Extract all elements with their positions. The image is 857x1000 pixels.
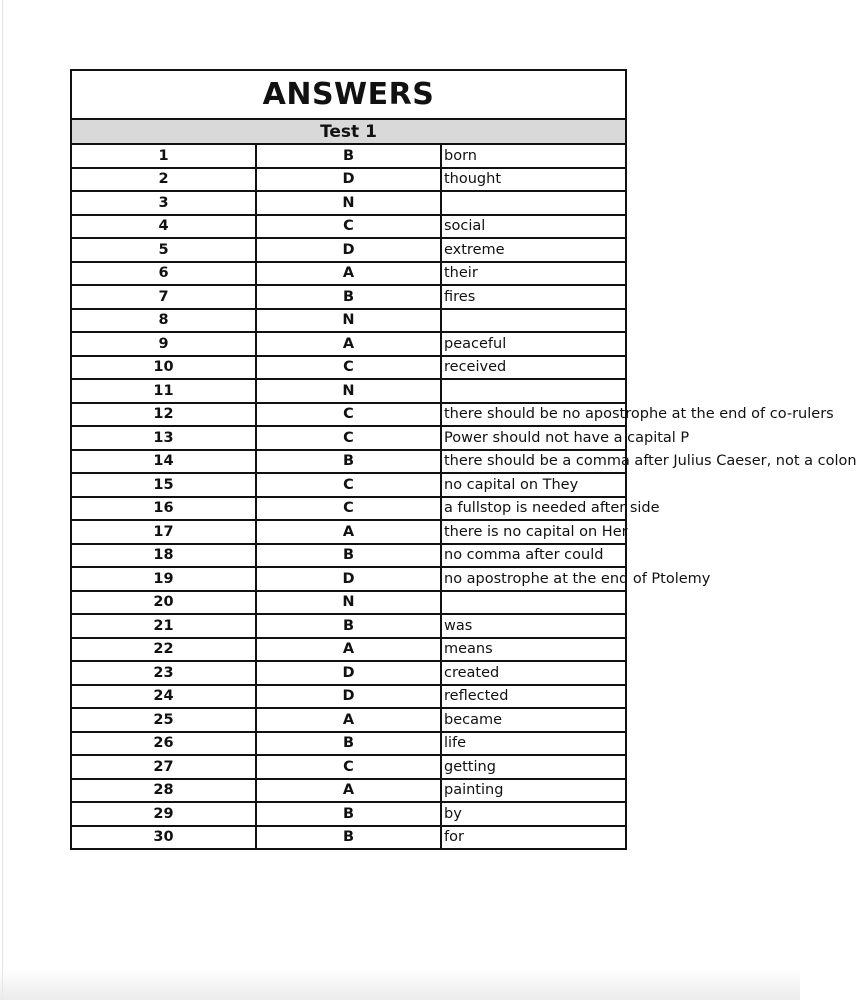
question-number: 18 [71, 544, 256, 568]
question-number: 10 [71, 356, 256, 380]
answer-row [71, 826, 626, 850]
answer-row [71, 638, 626, 662]
answer-row [71, 661, 626, 685]
answer-row [71, 262, 626, 286]
answer-row [71, 779, 626, 803]
question-number: 14 [71, 450, 256, 474]
page-title: ANSWERS [71, 70, 626, 119]
question-number: 12 [71, 403, 256, 427]
answer-letter: C [256, 497, 441, 521]
answer-row [71, 309, 626, 333]
answer-letter: C [256, 426, 441, 450]
question-number: 4 [71, 215, 256, 239]
answer-row [71, 403, 626, 427]
answer-row [71, 732, 626, 756]
question-number: 19 [71, 567, 256, 591]
answer-explanation: there should be no apostrophe at the end of co-rulers [441, 403, 626, 427]
question-number: 20 [71, 591, 256, 615]
answer-letter: A [256, 638, 441, 662]
answer-row [71, 497, 626, 521]
answer-letter: B [256, 614, 441, 638]
answer-letter: C [256, 403, 441, 427]
title-row [71, 70, 626, 119]
answer-explanation [441, 379, 626, 403]
answer-letter: B [256, 826, 441, 850]
answer-row [71, 614, 626, 638]
answer-letter: D [256, 567, 441, 591]
question-number: 3 [71, 191, 256, 215]
answer-letter: D [256, 168, 441, 192]
question-number: 1 [71, 144, 256, 168]
answer-explanation: extreme [441, 238, 626, 262]
question-number: 9 [71, 332, 256, 356]
answer-row [71, 356, 626, 380]
answer-explanation: there is no capital on Her [441, 520, 626, 544]
answer-sheet [70, 69, 857, 850]
answer-row [71, 567, 626, 591]
question-number: 17 [71, 520, 256, 544]
answer-explanation: received [441, 356, 626, 380]
answer-row [71, 755, 626, 779]
answer-explanation: getting [441, 755, 626, 779]
answer-letter: N [256, 191, 441, 215]
question-number: 22 [71, 638, 256, 662]
answer-explanation: means [441, 638, 626, 662]
answer-explanation: life [441, 732, 626, 756]
answer-row [71, 379, 626, 403]
answer-letter: A [256, 332, 441, 356]
answer-letter: A [256, 708, 441, 732]
question-number: 29 [71, 802, 256, 826]
answer-explanation: for [441, 826, 626, 850]
answer-explanation: no capital on They [441, 473, 626, 497]
answer-letter: D [256, 238, 441, 262]
answer-explanation: reflected [441, 685, 626, 709]
answer-letter: A [256, 779, 441, 803]
answer-row [71, 144, 626, 168]
question-number: 13 [71, 426, 256, 450]
answer-letter: N [256, 379, 441, 403]
answer-explanation: social [441, 215, 626, 239]
answer-row [71, 426, 626, 450]
answer-row [71, 332, 626, 356]
answer-explanation: created [441, 661, 626, 685]
answer-explanation: there should be a comma after Julius Caeser, not a colon [441, 450, 626, 474]
answer-explanation: became [441, 708, 626, 732]
question-number: 21 [71, 614, 256, 638]
answer-row [71, 450, 626, 474]
answer-explanation [441, 591, 626, 615]
answer-explanation: was [441, 614, 626, 638]
answer-letter: B [256, 802, 441, 826]
question-number: 7 [71, 285, 256, 309]
answer-letter: C [256, 473, 441, 497]
page-left-edge [2, 0, 3, 1000]
answer-explanation: no comma after could [441, 544, 626, 568]
answer-row [71, 591, 626, 615]
question-number: 30 [71, 826, 256, 850]
answer-explanation: painting [441, 779, 626, 803]
answer-row [71, 168, 626, 192]
question-number: 24 [71, 685, 256, 709]
answers-table [70, 69, 857, 850]
answer-row [71, 191, 626, 215]
answer-explanation: by [441, 802, 626, 826]
question-number: 27 [71, 755, 256, 779]
answer-letter: D [256, 685, 441, 709]
question-number: 6 [71, 262, 256, 286]
answer-letter: B [256, 285, 441, 309]
answer-explanation: their [441, 262, 626, 286]
answer-letter: D [256, 661, 441, 685]
question-number: 5 [71, 238, 256, 262]
answer-letter: A [256, 262, 441, 286]
answer-letter: N [256, 309, 441, 333]
answer-explanation: fires [441, 285, 626, 309]
answer-row [71, 544, 626, 568]
answer-row [71, 685, 626, 709]
answer-row [71, 473, 626, 497]
section-header: Test 1 [71, 119, 626, 144]
question-number: 11 [71, 379, 256, 403]
answer-letter: A [256, 520, 441, 544]
question-number: 28 [71, 779, 256, 803]
answer-row [71, 285, 626, 309]
question-number: 2 [71, 168, 256, 192]
answer-row [71, 238, 626, 262]
answer-explanation: thought [441, 168, 626, 192]
answer-row [71, 708, 626, 732]
question-number: 25 [71, 708, 256, 732]
answer-letter: N [256, 591, 441, 615]
answer-row [71, 520, 626, 544]
page-bottom-shadow [0, 970, 800, 1000]
answer-explanation: peaceful [441, 332, 626, 356]
answer-letter: C [256, 215, 441, 239]
answer-explanation: born [441, 144, 626, 168]
answer-explanation: no apostrophe at the end of Ptolemy [441, 567, 626, 591]
question-number: 15 [71, 473, 256, 497]
answer-row [71, 215, 626, 239]
answer-explanation [441, 191, 626, 215]
answer-letter: B [256, 450, 441, 474]
answer-row [71, 802, 626, 826]
answer-explanation: a fullstop is needed after side [441, 497, 626, 521]
answer-letter: B [256, 144, 441, 168]
answer-letter: B [256, 544, 441, 568]
question-number: 8 [71, 309, 256, 333]
answer-explanation [441, 309, 626, 333]
answer-explanation: Power should not have a capital P [441, 426, 626, 450]
answer-letter: B [256, 732, 441, 756]
answer-letter: C [256, 356, 441, 380]
answer-letter: C [256, 755, 441, 779]
section-row [71, 119, 626, 144]
question-number: 16 [71, 497, 256, 521]
question-number: 26 [71, 732, 256, 756]
question-number: 23 [71, 661, 256, 685]
